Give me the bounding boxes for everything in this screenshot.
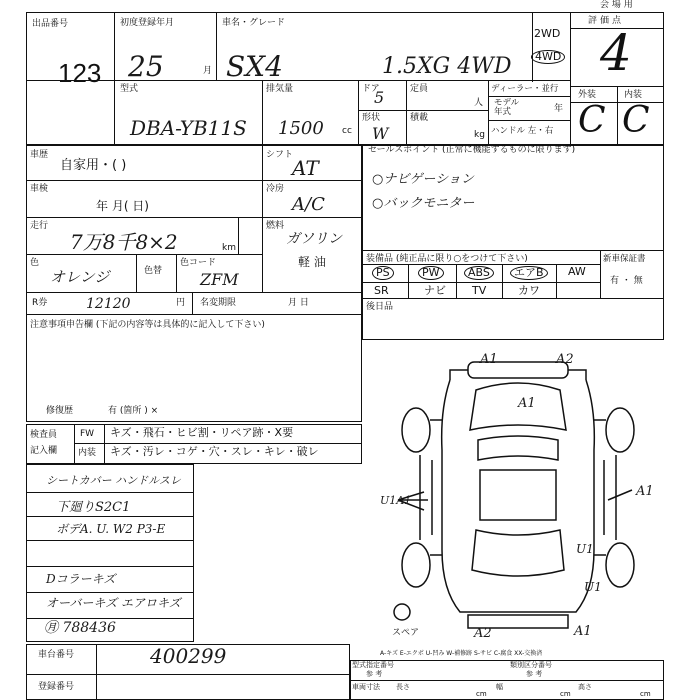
chassis-value: 400299 bbox=[150, 644, 227, 668]
inspector-interior: 内装 bbox=[78, 448, 97, 458]
top-corner-text: 会 場 用 bbox=[600, 0, 633, 10]
capacity-label: 定員 bbox=[410, 84, 429, 94]
wid-label: 幅 bbox=[496, 683, 503, 691]
inspector-note: Dコラーキズ bbox=[46, 572, 116, 586]
sales-point-item: ○ナビゲーション bbox=[372, 172, 474, 187]
type-designation-label: 型式指定番号 bbox=[352, 661, 394, 669]
equip-aw: AW bbox=[568, 265, 586, 278]
int-label: 内装 bbox=[624, 90, 643, 100]
later-items-label: 後日品 bbox=[366, 302, 394, 312]
equip-navi: ナビ bbox=[424, 284, 446, 297]
equip-leather: カワ bbox=[518, 284, 540, 297]
inspector-note: 下廻りS2C1 bbox=[56, 500, 131, 515]
damage-mark: U1 bbox=[584, 580, 602, 594]
notes-label: 注意事項申告欄 (下記の内容等は具体的に記入して下さい) bbox=[30, 320, 265, 330]
cm-unit: cm bbox=[476, 690, 487, 698]
shift-value: AT bbox=[292, 156, 319, 180]
recycle-label: R券 bbox=[32, 298, 48, 308]
shift-label: シフト bbox=[266, 150, 294, 160]
doors-label: ドア bbox=[362, 84, 380, 94]
inspector-label-2: 記入欄 bbox=[30, 446, 58, 456]
disp-value: 1500 bbox=[278, 118, 324, 139]
repair-label: 修復歴 bbox=[46, 406, 74, 416]
damage-mark: A1 bbox=[636, 484, 654, 499]
sales-point-item: ○バックモニター bbox=[372, 196, 475, 211]
len-label: 長さ bbox=[396, 683, 410, 691]
damage-mark: A2 bbox=[474, 626, 492, 641]
ac-label: 冷房 bbox=[266, 184, 285, 194]
footer-note-2: 参 考 bbox=[526, 670, 543, 678]
equipment-label: 装備品 (純正品に限り○をつけて下さい) bbox=[366, 254, 528, 264]
damage-mark: U1 bbox=[576, 542, 594, 556]
dealer-label: ディーラー・並行 bbox=[491, 84, 559, 94]
color-label: 色 bbox=[30, 258, 40, 268]
inspector-interior-items: キズ・汚レ・コゲ・穴・スレ・キレ・破レ bbox=[110, 445, 319, 458]
inspector-label-1: 検査員 bbox=[30, 430, 58, 440]
cm-unit: cm bbox=[640, 690, 651, 698]
sales-points-label: セールスポイント (正常に機能するものに限ります) bbox=[368, 145, 576, 155]
fuel-label: 燃料 bbox=[266, 221, 285, 231]
equip-pw: PW bbox=[418, 266, 444, 280]
repair-value: 有 (箇所 ) × bbox=[108, 406, 159, 416]
inspector-notes-frame bbox=[26, 464, 194, 642]
equip-abs: ABS bbox=[464, 266, 494, 280]
color-change-label: 色替 bbox=[144, 266, 163, 276]
model-value: SX4 bbox=[226, 50, 283, 83]
cm-unit: cm bbox=[560, 690, 571, 698]
lot-label: 出品番号 bbox=[32, 19, 69, 29]
model-year-label: モデル 年式 bbox=[494, 98, 520, 117]
score-value: 4 bbox=[600, 24, 632, 82]
fuel-value: ガソリン bbox=[286, 231, 342, 247]
color-code-label: 色コード bbox=[180, 258, 217, 268]
inspector-fw-items: キズ・飛石・ヒビ割・リペア跡・X要 bbox=[110, 426, 294, 439]
newcar-value: 有 ・ 無 bbox=[610, 276, 643, 286]
type-label: 型式 bbox=[120, 84, 139, 94]
equip-ps: PS bbox=[372, 266, 394, 280]
damage-mark: A1 bbox=[574, 624, 592, 639]
lot-number: 123 bbox=[58, 58, 102, 88]
mileage-value: 7万8千8×2 bbox=[70, 230, 178, 254]
load-unit: kg bbox=[474, 130, 485, 140]
model-label: 車名・グレード bbox=[222, 18, 286, 28]
reg-year-label: 初度登録年月 bbox=[120, 18, 175, 28]
inspector-note: オーバーキズ エアロキズ bbox=[46, 596, 181, 610]
color-code-value: ZFM bbox=[200, 270, 239, 289]
grade-value: 1.5XG 4WD bbox=[382, 54, 512, 79]
hgt-label: 高さ bbox=[578, 683, 592, 691]
reg-month-unit: 月 bbox=[203, 66, 213, 76]
history-value: 自家用・( ) bbox=[60, 158, 127, 173]
equip-tv: TV bbox=[472, 284, 487, 297]
damage-mark: A1 bbox=[480, 352, 498, 367]
type-value: DBA-YB11S bbox=[130, 116, 247, 140]
model-year-unit: 年 bbox=[554, 104, 564, 114]
disp-label: 排気量 bbox=[266, 84, 294, 94]
damage-mark: A2 bbox=[556, 352, 574, 367]
disp-unit: cc bbox=[342, 126, 352, 136]
int-grade: C bbox=[622, 100, 650, 141]
reg-label: 登録番号 bbox=[38, 682, 75, 692]
name-expiry-label: 名変期限 bbox=[200, 298, 237, 308]
shape-value: W bbox=[372, 124, 389, 143]
damage-legend: A-キズ E-エクボ U-凹み W-補修跡 S-サビ C-腐食 XX-交換済 bbox=[380, 650, 543, 657]
chassis-label: 車台番号 bbox=[38, 650, 75, 660]
inspection-label: 車検 bbox=[30, 184, 49, 194]
load-label: 積載 bbox=[410, 113, 429, 123]
drive-4wd-circled: 4WD bbox=[531, 50, 565, 64]
ext-grade: C bbox=[578, 100, 606, 141]
drive-2wd: 2WD bbox=[534, 27, 561, 40]
recycle-unit: 円 bbox=[176, 298, 186, 308]
inspector-note: ㊊ 788436 bbox=[44, 620, 116, 636]
color-value: オレンジ bbox=[50, 268, 110, 286]
mileage-label: 走行 bbox=[30, 221, 49, 231]
score-label: 評価点 bbox=[588, 16, 625, 26]
name-expiry-fields: 月 日 bbox=[288, 298, 309, 308]
damage-mark: U1A1 bbox=[380, 494, 412, 507]
dim-label: 車両寸法 bbox=[352, 683, 380, 691]
class-label: 類別区分番号 bbox=[510, 661, 552, 669]
car-damage-diagram bbox=[380, 350, 650, 640]
damage-mark: A1 bbox=[518, 396, 536, 411]
ac-value: A/C bbox=[292, 194, 325, 215]
reg-year-value: 25 bbox=[128, 50, 164, 83]
capacity-unit: 人 bbox=[474, 98, 484, 108]
equip-airbag: エアB bbox=[510, 266, 548, 280]
shape-label: 形状 bbox=[362, 113, 381, 123]
inspector-fw: FW bbox=[80, 429, 95, 439]
inspector-note: シートカバー ハンドルスレ bbox=[46, 474, 181, 487]
history-label: 車歴 bbox=[30, 150, 49, 160]
footer-note-1: 参 考 bbox=[366, 670, 383, 678]
recycle-value: 12120 bbox=[86, 296, 131, 312]
inspection-fields: 年 月( 日) bbox=[96, 199, 149, 213]
equip-sr: SR bbox=[374, 284, 389, 297]
spare-label: スペア bbox=[392, 628, 420, 638]
inspector-note: ボデA. U. W2 P3-E bbox=[56, 522, 166, 536]
doors-value: 5 bbox=[374, 88, 385, 107]
newcar-label: 新車保証書 bbox=[603, 254, 646, 264]
handle-label: ハンドル 左・右 bbox=[491, 126, 554, 136]
mileage-unit: km bbox=[222, 243, 236, 253]
diesel-label: 軽 油 bbox=[298, 255, 326, 269]
ext-label: 外装 bbox=[578, 90, 597, 100]
